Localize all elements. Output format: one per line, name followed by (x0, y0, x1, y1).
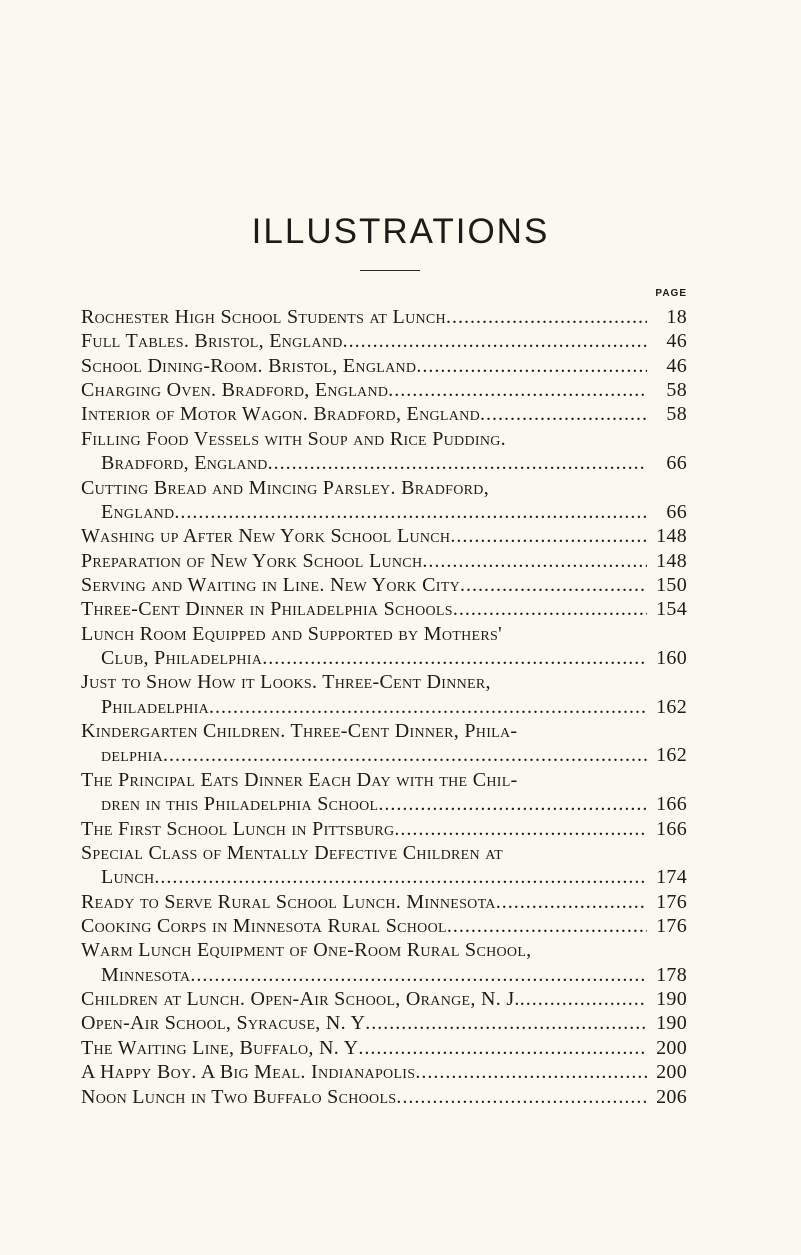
toc-entry (81, 622, 687, 671)
toc-entry-line (81, 841, 687, 865)
toc-entry-text: Lunch (101, 866, 155, 889)
dot-leader (447, 914, 647, 938)
toc-entry-line (81, 719, 687, 743)
toc-entry-line (81, 865, 687, 889)
toc-entry-text: Ready to Serve Rural School Lunch. Minnesota (81, 890, 496, 913)
toc-entry-text: Interior of Motor Wagon. Bradford, England (81, 403, 480, 426)
toc-entry (81, 524, 687, 548)
toc-entry-text: Lunch Room Equipped and Supported by Mothers' (81, 622, 502, 645)
toc-entry-text: Filling Food Vessels with Soup and Rice Pudding. (81, 427, 506, 450)
toc-entry-text: Cutting Bread and Mincing Parsley. Bradford, (81, 476, 490, 499)
toc-entry-line (81, 451, 687, 475)
dot-leader (446, 305, 647, 329)
page-number: 46 (666, 354, 687, 377)
dot-leader (520, 987, 647, 1011)
toc-entry-text: Special Class of Mentally Defective Children at (81, 841, 503, 864)
toc-entry-text: Kindergarten Children. Three-Cent Dinner, Phila- (81, 720, 518, 743)
toc-entry (81, 402, 687, 426)
page-number: 178 (656, 963, 687, 986)
dot-leader (416, 354, 647, 378)
toc-entry-line (81, 768, 687, 792)
toc-entry-line (81, 792, 687, 816)
toc-entry (81, 549, 687, 573)
toc-entry (81, 938, 687, 987)
toc-entry-line (81, 354, 687, 378)
page-number: 162 (656, 744, 687, 767)
page-number: 166 (656, 817, 687, 840)
dot-leader (422, 549, 647, 573)
toc-entry-line (81, 597, 687, 621)
toc-entry (81, 476, 687, 525)
toc-entry-text: Children at Lunch. Open-Air School, Orange, N. J. (81, 988, 520, 1011)
toc-entry-text: The First School Lunch in Pittsburg (81, 817, 395, 840)
toc-entry (81, 329, 687, 353)
toc-entry (81, 1060, 687, 1084)
dot-leader (450, 524, 647, 548)
toc-entry-text: Just to Show How it Looks. Three-Cent Dinner, (81, 671, 491, 694)
page-number: 58 (666, 403, 687, 426)
toc-entry-line (81, 476, 687, 500)
page-number: 18 (666, 306, 687, 328)
page-number: 150 (656, 573, 687, 596)
toc-entry-line (81, 427, 687, 451)
toc-entry-line (81, 646, 687, 670)
page-number: 206 (656, 1085, 687, 1108)
toc-entry-text: Open-Air School, Syracuse, N. Y (81, 1012, 366, 1035)
toc-entry (81, 354, 687, 378)
page-number: 200 (656, 1036, 687, 1059)
toc-entry-line (81, 402, 687, 426)
toc-entry-line (81, 500, 687, 524)
page-number: 176 (656, 890, 687, 913)
page-number: 160 (656, 647, 687, 670)
toc-entry (81, 719, 687, 768)
dot-leader (496, 890, 647, 914)
dot-leader (163, 743, 647, 767)
page-number: 166 (656, 793, 687, 816)
page-number: 176 (656, 914, 687, 937)
dot-leader (394, 817, 647, 841)
page-number: 190 (656, 1012, 687, 1035)
toc-entry-line (81, 743, 687, 767)
page-number: 148 (656, 549, 687, 572)
dot-leader (415, 1060, 647, 1084)
toc-entry-text: The Principal Eats Dinner Each Day with the Chil- (81, 768, 518, 791)
toc-entry (81, 841, 687, 890)
toc-entry-text: Minnesota (101, 963, 191, 986)
toc-entry (81, 1085, 687, 1109)
dot-leader (190, 963, 647, 987)
toc-entry-line (81, 1085, 687, 1109)
toc-entry (81, 987, 687, 1011)
toc-entry-text: Rochester High School Students at Lunch (81, 306, 446, 328)
toc-entry-text: Cooking Corps in Minnesota Rural School (81, 914, 447, 937)
toc-entry-line (81, 549, 687, 573)
toc-entry (81, 768, 687, 817)
toc-entry-line (81, 622, 687, 646)
toc-entry (81, 573, 687, 597)
toc-entry (81, 597, 687, 621)
toc-entry-line (81, 329, 687, 353)
toc-entry-line (81, 890, 687, 914)
toc-entry-line (81, 378, 687, 402)
page-number: 190 (656, 988, 687, 1011)
dot-leader (358, 1036, 647, 1060)
dot-leader (154, 865, 647, 889)
toc-entry-text: dren in this Philadelphia School (101, 793, 379, 816)
toc-entry-text: Bradford, England (101, 452, 268, 475)
toc-entry-text: The Waiting Line, Buffalo, N. Y (81, 1036, 359, 1059)
toc-entry (81, 890, 687, 914)
toc-entry-line (81, 573, 687, 597)
page-number: 46 (666, 330, 687, 353)
page-number: 66 (666, 500, 687, 523)
toc-entry-line (81, 963, 687, 987)
toc-entry-text: Three-Cent Dinner in Philadelphia Schools (81, 598, 453, 621)
toc-entry-text: Washing up After New York School Lunch (81, 525, 451, 548)
toc-entry-line (81, 914, 687, 938)
toc-entry-text: Serving and Waiting in Line. New York City (81, 573, 460, 596)
toc-entry (81, 914, 687, 938)
toc-entry-line (81, 524, 687, 548)
toc-entry-text: England (101, 500, 175, 523)
toc-entry-text: Philadelphia (101, 695, 210, 718)
dot-leader (365, 1011, 647, 1035)
toc-entry-line (81, 1036, 687, 1060)
page-number: 66 (666, 452, 687, 475)
page-number: 148 (656, 525, 687, 548)
dot-leader (480, 402, 647, 426)
page-number: 162 (656, 695, 687, 718)
dot-leader (388, 378, 647, 402)
dot-leader (460, 573, 647, 597)
toc-entry (81, 1036, 687, 1060)
toc-entry (81, 427, 687, 476)
dot-leader (262, 646, 647, 670)
page-number: 174 (656, 866, 687, 889)
toc-entry (81, 1011, 687, 1035)
page-title: ILLUSTRATIONS (251, 212, 550, 251)
title-rule (360, 270, 420, 271)
illustrations-list (81, 305, 687, 1109)
toc-entry (81, 817, 687, 841)
toc-entry (81, 378, 687, 402)
page-number: 200 (656, 1061, 687, 1084)
toc-entry-text: Noon Lunch in Two Buffalo Schools (81, 1085, 397, 1108)
toc-entry-line (81, 695, 687, 719)
toc-entry (81, 305, 687, 329)
dot-leader (209, 695, 647, 719)
toc-entry-text: Full Tables. Bristol, England (81, 330, 343, 353)
toc-entry-text: delphia (101, 744, 163, 767)
dot-leader (378, 792, 647, 816)
dot-leader (268, 451, 647, 475)
toc-entry-text: Charging Oven. Bradford, England (81, 379, 389, 402)
dot-leader (174, 500, 647, 524)
toc-entry-text: A Happy Boy. A Big Meal. Indianapolis (81, 1061, 416, 1084)
page-number: 154 (656, 598, 687, 621)
toc-entry (81, 670, 687, 719)
toc-entry-line (81, 1011, 687, 1035)
toc-entry-text: Club, Philadelphia (101, 647, 263, 670)
toc-entry-line (81, 938, 687, 962)
page-column-label: PAGE (655, 288, 687, 299)
toc-entry-line (81, 670, 687, 694)
toc-entry-text: School Dining-Room. Bristol, England (81, 354, 417, 377)
toc-entry-line (81, 305, 687, 329)
toc-entry-text: Preparation of New York School Lunch (81, 549, 423, 572)
page-number: 58 (666, 379, 687, 402)
toc-entry-line (81, 1060, 687, 1084)
dot-leader (453, 597, 647, 621)
toc-entry-text: Warm Lunch Equipment of One-Room Rural School, (81, 939, 532, 962)
dot-leader (343, 329, 647, 353)
toc-entry-line (81, 817, 687, 841)
dot-leader (396, 1085, 647, 1109)
toc-entry-line (81, 987, 687, 1011)
